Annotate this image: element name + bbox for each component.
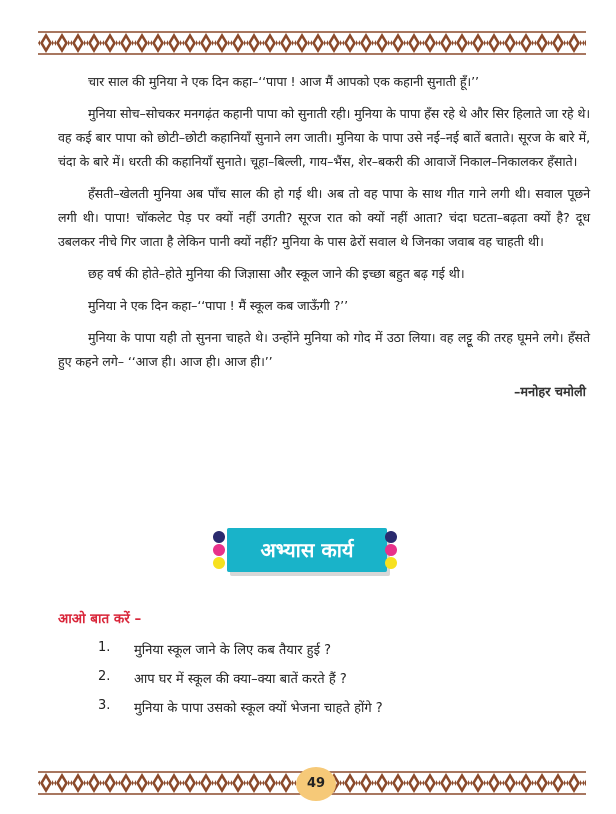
- question-text: आप घर में स्कूल की क्या–क्या बातें करते हैं ?: [134, 672, 347, 687]
- question-number: 2.: [98, 669, 111, 684]
- question-item: [98, 640, 383, 669]
- question-list: [98, 640, 383, 727]
- story-text: [58, 70, 590, 400]
- banner-dots-left: [213, 531, 227, 570]
- exercise-heading: आओ बात करें –: [58, 611, 142, 627]
- page-number: 49: [296, 767, 336, 801]
- exercise-banner: [227, 528, 387, 572]
- decorative-border-top: [38, 30, 586, 56]
- story-paragraph: मुनिया ने एक दिन कहा–‘‘पापा ! मैं स्कूल कब जाऊँगी ?’’: [88, 298, 348, 313]
- question-item: [98, 669, 383, 698]
- banner-title: अभ्यास कार्य: [260, 538, 354, 562]
- question-text: मुनिया के पापा उसको स्कूल क्यों भेजना चाहते होंगे ?: [134, 701, 383, 716]
- question-item: [98, 698, 383, 727]
- story-paragraph: छह वर्ष की होते–होते मुनिया की जिज्ञासा और स्कूल जाने की इच्छा बहुत बढ़ गई थी।: [88, 266, 465, 281]
- story-paragraph: मुनिया सोच–सोचकर मनगढ़ंत कहानी पापा को सुनाती रही। मुनिया के पापा हँस रहे थे और सिर हिलाते जा रहे थे। वह कई बार पापा को छोटी–छोटी कहानियाँ सुनाने लग जाती। मुनिया के पापा उसे नई–नई बातें बताते। सूरज के बारे में, चंदा के बारे में। धरती की कहानियाँ सुनाते। चूहा–बिल्ली, गाय–भैंस, शेर–बकरी की आवाजें निकाल–निकालकर हँसाते।: [58, 106, 590, 169]
- story-author: –मनोहर चमोली: [513, 385, 586, 400]
- question-text: मुनिया स्कूल जाने के लिए कब तैयार हुई ?: [134, 643, 331, 658]
- banner-dots-right: [385, 531, 399, 570]
- story-paragraph: मुनिया के पापा यही तो सुनना चाहते थे। उन्होंने मुनिया को गोद में उठा लिया। वह लट्टू की तरह घूमने लगे। हँसते हुए कहने लगे– ‘‘आज ही। आज ही। आज ही।’’: [58, 330, 590, 369]
- story-paragraph: हँसती–खेलती मुनिया अब पाँच साल की हो गई थी। अब तो वह पापा के साथ गीत गाने लगी थी। सवाल पूछने लगी थी। पापा! चॉकलेट पेड़ पर क्यों नहीं उगती? सूरज रात को क्यों नहीं आता? चंदा घटता–बढ़ता क्यों है? दूध उबलकर नीचे गिर जाता है लेकिन पानी क्यों नहीं? मुनिया के पास ढेरों सवाल थे जिनका जवाब वह चाहती थी।: [58, 186, 590, 249]
- question-number: 1.: [98, 640, 111, 655]
- question-number: 3.: [98, 698, 111, 713]
- story-paragraph: चार साल की मुनिया ने एक दिन कहा–‘‘पापा ! आज मैं आपको एक कहानी सुनाती हूँ।’’: [88, 74, 479, 89]
